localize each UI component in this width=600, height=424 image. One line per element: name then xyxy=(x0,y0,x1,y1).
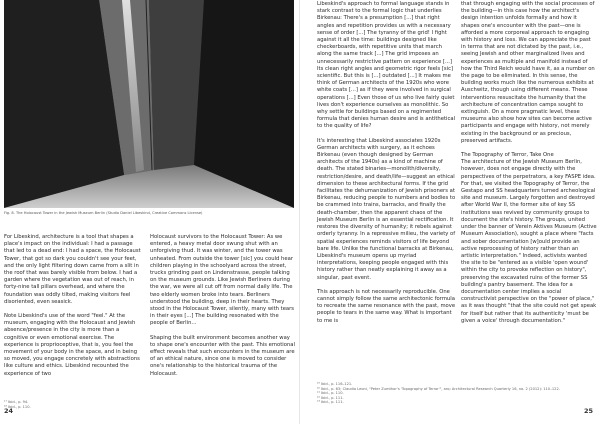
photo-caption: Fig. 8. The Holocaust Tower in the Jewish Museum Berlin (Studio Daniel Libeskind, Creative Commons License) xyxy=(4,211,203,215)
left-column-2 xyxy=(150,234,296,385)
paragraph: Note Libeskind's use of the word "feel." At the museum, engaging with the Holocaust and Jewish absence/presence in the city is more than a cognitive or even emotional exercise. The experience is proprioceptive, that is, you feel the movement of your body in the space, and in being so moved, you engage concretely with abstractions like culture and ethics. Libeskind recounted the experience of two xyxy=(4,313,140,377)
footnote: ¹⁸ Ibid., p. 110. xyxy=(4,404,31,409)
left-column-1 xyxy=(4,234,144,385)
page-number-left: 24 xyxy=(4,407,14,415)
footnote: ¹⁹ Ibid., p. 116–121. xyxy=(317,382,353,386)
paragraph: Libeskind's approach to formal language stands in stark contrast to the formal logic that underlies Birkenau: There's a presumption [...] that right angles and repetition provides us with a necessary sense of order [...] The tyranny of the grid! I fight against it all the time: buildings designed like checkerboards, with repetitive units that march along the same track [...] The grid imposes an unnecessarily restrictive pattern on experience [...] Its clean right angles and geometric rigor feels [sic] scientific. But this is [...] outdated [...] It makes me think of German architects of the 1920s who wore white coats [...] as if they were involved in surgical operations [...] Even those of us who live fairly quiet lives don't experience ourselves as monolithic. So why settle for buildings based on a regimented formula that denies human desire and is antithetical to the quality of life? xyxy=(317,1,456,130)
paragraph: It's interesting that Libeskind associates 1920s German architects with surgery, as it echoes Birkenau (even though designed by German architects of the 1940s) as a kind of machine of death. The stated binaries—monolith/diversity, restriction/desire, and death/life—suggest an ethical dimension to these architectural forms. If the grid facilitates the dehumanization of Jewish prisoners at Birkenau, reducing people to numbers and bodies to be crammed into trains, barracks, and finally the death-chamber, then the apparent chaos of the Jewish Museum Berlin is an essential rectification. It restores the diversity of humanity; it rebels against orderly tyranny. In a repressive milieu, the variety of spatial experiences reminds visitors of life beyond bare life. Unlike the functional barracks at Birkenau, Libeskind's museum opens up myriad interpretations, keeping people engaged with this history rather than neatly explaining it away as a singular, past event. xyxy=(317,137,456,281)
footnotes-left xyxy=(4,400,144,409)
paragraph: Shaping the built environment becomes another way to shape one's encounter with the past. This emotional effect reveals that such encounters in the museum are of an ethical nature, since one is moved to consider one's relationship to the historical trauma of the Holocaust. xyxy=(150,334,295,377)
footnotes-right xyxy=(317,382,560,405)
right-column-2 xyxy=(461,1,597,325)
footnote: ²³ Ibid., p. 111. xyxy=(317,400,344,405)
footnote: ²² Ibid., p. 111. xyxy=(317,395,344,400)
photo-illustration xyxy=(4,0,294,208)
footnote: ¹⁷ Ibid., p. 94. xyxy=(4,400,29,404)
paragraph: For Libeskind, architecture is a tool that shapes a place's impact on the individual: I had a passage that led to a dead end: I had a space, the Holocaust Tower, that got so dark you couldn't see your feet, and the only light filtering down came from a slit in the roof that was barely visible from below. I had a garden where the vegetation was out of reach, in forty-nine tall pillars overhead, and where the foundation was oddly tilted, making visitors feel disoriented, even seasick. xyxy=(4,234,141,305)
paragraph: that through engaging with the social processes of the building—in this case how the architect's design intention unfolds formally and how it shapes one's encounter with the past—one is afforded a more corporeal approach to engaging with history and loss. We can appreciate the past in terms that are not dictated by the past, i.e., seeing Jewish and other marginalized lives and experiences as multiple and manifold instead of how the Third Reich would have it, as a number on the page to be eliminated. In this sense, the building works much like the numerous exhibits at Auschwitz, though using different means. These interventions resuscitate the humanity that the architecture of concentration camps sought to extinguish. On a more pragmatic level, these museums also show how sites can become active participants and engage with history, not merely existing in the background or as precious, preserved artifacts. xyxy=(461,1,595,144)
right-column-1 xyxy=(317,1,457,332)
footnote: ²⁰ Ibid., p. 63; Claudio Leoni, "Peter Zumthor's 'Topography of Terror'", arq: Architectural Research Quarterly 16, no. 2 (2012): 110–122. xyxy=(317,386,560,391)
gutter-divider xyxy=(299,0,300,424)
holocaust-tower-photo xyxy=(4,0,294,208)
footnote: ²¹ Ibid., p. 110. xyxy=(317,391,344,396)
paragraph: The architecture of the Jewish Museum Berlin, however, does not engage directly with the perspectives of the perpetrators, a key FASPE idea. For that, we visited the Topography of Terror, the Gestapo and SS headquarters turned archeological site and museum. Largely forgotten and destroyed after World War II, the former site of key SS institutions was revived by community groups to document the site's history. The groups, united under the banner of Verein Aktives Museum (Active Museum Association), sought a place where "facts and sober documentation [w]ould provide an active reprocessing of history rather than an artistic interpretation." Indeed, activists wanted the site to be "entered as a visible 'open wound' within the city to provoke reflection on history", preserving the excavated ruins of the former SS building's pantry basement. The idea for a documentation center implies a social constructivist perspective on the "power of place," as it was thought "that the site could not get speak for itself but rather that its authenticity 'must be given a voice' through documentation." xyxy=(461,159,597,324)
paragraph: Holocaust survivors to the Holocaust Tower: As we entered, a heavy metal door swung shut with an unforgiving thud. It was winter, and the tower was unheated. From outside the tower [sic] you could hear children playing in the schoolyard across the street, trucks grinding past on Lindenstrasse, people talking on the museum grounds. Like Jewish Berliners during the war, we were all cut off from normal daily life. The two elderly women broke into tears. Berliners understood the building, deep in their hearts. They stood in the Holocaust Tower, silently, many with tears in their eyes [...] The building resonated with the people of Berlin... xyxy=(150,234,295,327)
paragraph: This approach is not necessarily reproducible. One cannot simply follow the same architectonic formula to recreate the same resonance with the past, move people to tears in the same way. What is important to me is xyxy=(317,288,456,324)
section-heading: The Topography of Terror, Take One xyxy=(461,152,554,159)
page-number-right: 25 xyxy=(584,407,594,415)
